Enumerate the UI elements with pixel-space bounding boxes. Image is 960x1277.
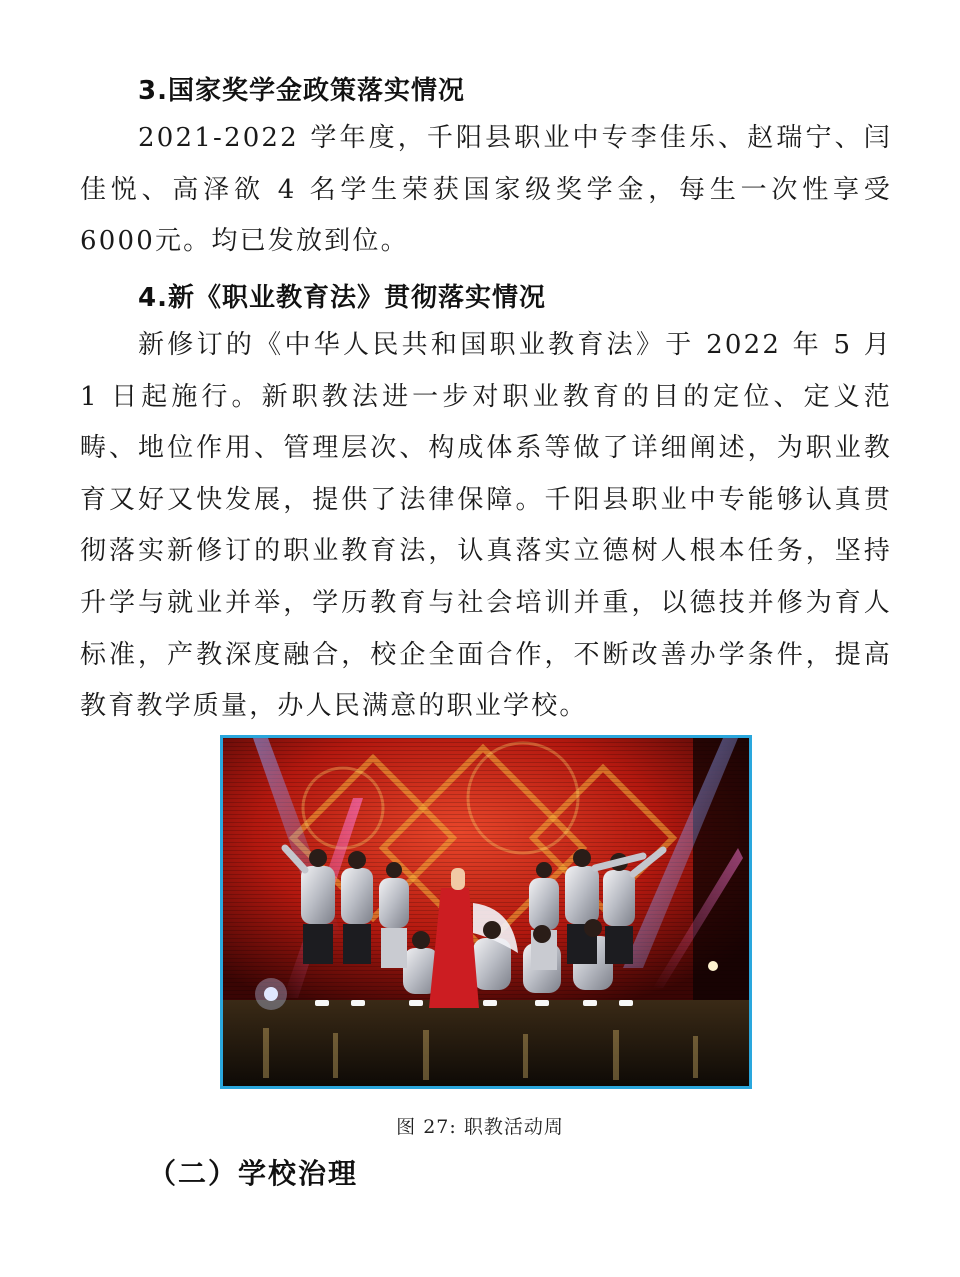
section-3-paragraph: 2021-2022 学年度，千阳县职业中专李佳乐、赵瑞宁、闫佳悦、高泽欲 4 名学生荣获国家级奖学金，每生一次性享受 6000元。均已发放到位。 — [80, 123, 892, 257]
event-photo — [220, 735, 752, 1089]
section-title: （二）学校治理 — [148, 1157, 359, 1190]
section-4-paragraph: 新修订的《中华人民共和国职业教育法》于 2022 年 5 月 1 日起施行。新职教法进一步对职业教育的目的定位、定义范畴、地位作用、管理层次、构成体系等做了详细阐述，为职业教育又好又快发展，提供了法律保障。千阳县职业中专能够认真贯彻落实新修订的职业教育法，认真落实立德树人根本任务，坚持升学与就业并举，学历教育与社会培训并重，以德技并修为育人标准，产教深度融合，校企全面合作，不断改善办学条件，提高教育教学质量，办人民满意的职业学校。 — [80, 330, 892, 722]
section-4-heading: 4.新《职业教育法》贯彻落实情况 — [138, 283, 546, 313]
figure-caption: 图 27: 职教活动周 — [396, 1116, 564, 1138]
section-3-heading: 3.国家奖学金政策落实情况 — [138, 76, 465, 106]
stage-performance-illustration — [223, 738, 749, 1086]
